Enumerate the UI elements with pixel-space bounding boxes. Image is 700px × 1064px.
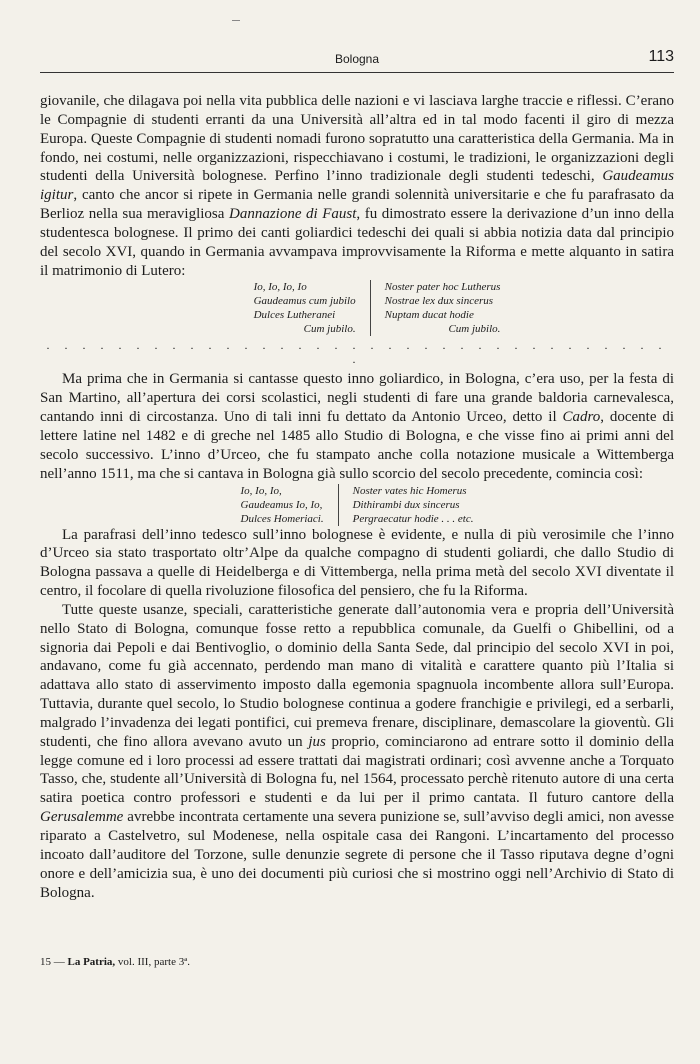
verse-1-right — [371, 280, 515, 336]
verse-line: Gaudeamus Io, Io, — [240, 498, 323, 511]
paragraph-3: La parafrasi dell’inno tedesco sull’inno bolognese è evidente, e nulla di più verosimile che l’inno d’Urceo sia stato trasportato oltr’Alpe da qualche compagno di studenti goliardi, che dallo Studio di Bologna passava a quelle di Heidelberga e di Vittemberga, nella prima metà del secolo XVI diventate il centro, il focolare di quella rivoluzione filosofica del pensiero, che fu la Riforma. — [40, 526, 674, 600]
page-number: 113 — [648, 48, 674, 65]
publication-ref: vol. III, parte 3ª. — [117, 956, 190, 968]
header-rule — [40, 72, 674, 73]
page-header — [40, 48, 674, 70]
verse-line: Gaudeamus cum jubilo — [253, 295, 356, 308]
verse-line: Io, Io, Io, Io — [253, 281, 307, 294]
verse-2-right — [339, 484, 488, 526]
verse-line: Io, Io, Io, — [240, 484, 282, 497]
verse-line: Dulces Lutheranei — [253, 309, 336, 322]
page-footer — [40, 956, 674, 968]
verse-2-left — [227, 484, 339, 526]
verse-line: Pergraecatur hodie . . . etc. — [352, 512, 474, 525]
verse-line: Dithirambi dux sincerus — [352, 498, 460, 511]
paragraph-1: giovanile, che dilagava poi nella vita pubblica delle nazioni e vi lasciava larghe traccie e riflessi. C’erano le Compagnie di studenti erranti da una Università all’altra ed in tal modo facenti il giro di mezza Europa. Queste Compagnie di studenti nomadi furono sopratutto una caratteristica della Germania. Ma in fondo, nei costumi, nelle organizzazioni, rispecchiavano i costumi, le tradizioni, le organizzazioni degli studenti della Università bolognese. Perfino l’inno tradizionale degli studenti tedeschi, Gaudeamus igitur, canto che ancor si ripete in Germania nelle grandi solennità universitarie e che fu parafrasato da Berlioz nella sua meravigliosa Dannazione di Faust, fu dimostrato essere la derivazione d’un inno della studentesca bolognese. Il primo dei canti goliardici tedeschi dei quali si abbia notizia data dal principio del secolo XVI, quando in Germania avvampava improvvisamente la Riforma e mette alquanto in satira il matrimonio di Lutero: — [40, 93, 674, 279]
page-body — [40, 92, 674, 902]
verse-1-left — [240, 280, 371, 336]
verse-block-2 — [40, 484, 674, 526]
verse-block-1 — [80, 280, 674, 336]
running-title: Bologna — [334, 52, 380, 66]
verse-line: Dulces Homeriaci. — [240, 512, 324, 525]
verse-line: Noster vates hic Homerus — [352, 484, 467, 497]
paragraph-2: Ma prima che in Germania si cantasse questo inno goliardico, in Bologna, c’era uso, per la festa di San Martino, all’apertura dei corsi scolastici, negli studenti di fare una grande baldoria carnevalesca, cantando inni di circostanza. Uno di tali inni fu dettato da Antonio Urceo, detto il Cadro, docente di lettere latine nel 1482 e di greche nel 1485 allo Studio di Bologna, e che visse fino ai primi anni del secolo successivo. L’inno d’Urceo, che fu stampato anche colla notazione musicale a Wittemberga nell’anno 1511, ma che si cantava in Bologna già sullo scorcio del secolo precedente, comincia così: — [40, 371, 674, 482]
signature-mark: 15 — — [40, 956, 65, 968]
verse-line: Cum jubilo. — [303, 323, 356, 336]
ellipsis-separator: . . . . . . . . . . . . . . . . . . . . . . . . . . . . . . . . . . . . — [46, 338, 668, 367]
print-mark — [232, 20, 240, 21]
verse-line: Noster pater hoc Lutherus — [384, 281, 501, 294]
verse-line: Cum jubilo. — [448, 323, 501, 336]
verse-line: Nostrae lex dux sincerus — [384, 295, 494, 308]
publication-title: La Patria, — [67, 956, 116, 968]
paragraph-4: Tutte queste usanze, speciali, caratteristiche generate dall’autonomia vera e propria dell’Università nello Stato di Bologna, comunque fosse retto a repubblica comunale, da Guelfi o Ghibellini, od a signoria dai Pepoli e dai Bentivoglio, o dominio della Santa Sede, dal principio del secolo XVI in poi, andavano, come fu già accennato, perdendo man mano di vitalità e carattere quanto più l’Italia si adattava allo stato di asservimento imposto dalla egemonia spagnuola incombente allora sull’Europa. Tuttavia, durante quel secolo, lo Studio bolognese continua a godere franchigie e privilegi, ed a serbarli, malgrado l’invadenza dei legati pontifici, cui premeva frenare, disciplinare, demascolare la gioventù. Gli studenti, che fino allora avevano avuto un jus proprio, cominciarono ad entrare sotto il dominio della legge comune ed i loro processi ad essere trattati dai magistrati ordinari; così avvenne anche a Torquato Tasso, che, studente all’Università di Bologna fu, nel 1564, processato perchè ritenuto autore di una certa satira poetica contro professori e studenti e da lui per il primo cantata. Il futuro cantore della Gerusalemme avrebbe incontrata certamente una severa punizione se, sull’avviso degli amici, non avesse riparato a Castelvetro, sul Modenese, nella ospitale casa dei Rangoni. L’incartamento del processo incoato dall’auditore del Torzone, sulle denunzie segrete di persone che il Tasso riputava degne d’ogni onore e dell’amicizia sua, è uno dei documenti più curiosi che si mostrino oggi nell’Archivio di Stato di Bologna. — [40, 601, 675, 901]
verse-line: Nuptam ducat hodie — [384, 309, 474, 322]
